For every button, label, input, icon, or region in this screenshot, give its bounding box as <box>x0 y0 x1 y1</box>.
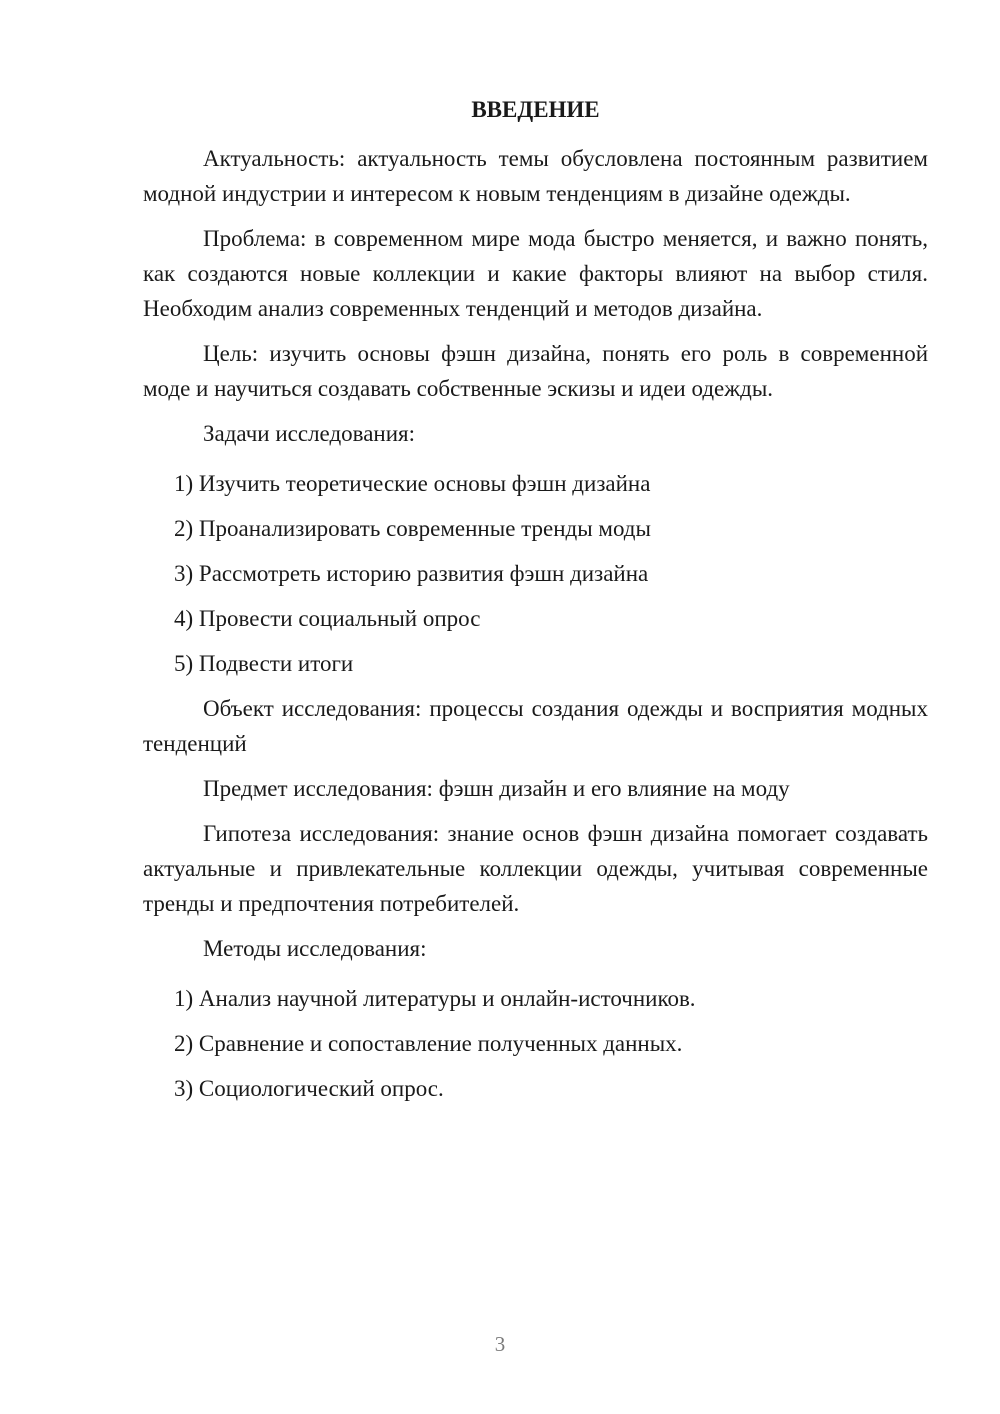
subject-paragraph: Предмет исследования: фэшн дизайн и его влияние на моду <box>203 776 790 801</box>
tasks-heading: Задачи исследования: <box>203 421 416 446</box>
list-item: 3) Социологический опрос. <box>174 1076 444 1101</box>
list-item: 4) Провести социальный опрос <box>174 606 481 631</box>
document-page <box>143 92 928 1116</box>
list-item: 2) Проанализировать современные тренды моды <box>174 516 651 541</box>
page-title: ВВЕДЕНИЕ <box>471 97 600 122</box>
relevance-paragraph: Актуальность: актуальность темы обусловлена постоянным развитием модной индустрии и интересом к новым тенденциям в дизайне одежды. <box>143 146 928 206</box>
list-item: 5) Подвести итоги <box>174 651 354 676</box>
goal-paragraph: Цель: изучить основы фэшн дизайна, понять его роль в современной моде и научиться создавать собственные эскизы и идеи одежды. <box>143 341 928 401</box>
list-item: 1) Анализ научной литературы и онлайн-источников. <box>174 986 696 1011</box>
list-item: 3) Рассмотреть историю развития фэшн дизайна <box>174 561 649 586</box>
methods-list <box>143 981 928 1106</box>
list-item: 1) Изучить теоретические основы фэшн дизайна <box>174 471 651 496</box>
problem-paragraph: Проблема: в современном мире мода быстро меняется, и важно понять, как создаются новые коллекции и какие факторы влияют на выбор стиля. Необходим анализ современных тенденций и методов дизайна. <box>143 226 928 321</box>
tasks-list <box>143 466 928 681</box>
methods-heading: Методы исследования: <box>203 936 427 961</box>
hypothesis-paragraph: Гипотеза исследования: знание основ фэшн дизайна помогает создавать актуальные и привлекательные коллекции одежды, учитывая современные тренды и предпочтения потребителей. <box>143 821 928 916</box>
list-item: 2) Сравнение и сопоставление полученных данных. <box>174 1031 683 1056</box>
page-number: 3 <box>494 1332 506 1356</box>
object-paragraph: Объект исследования: процессы создания одежды и восприятия модных тенденций <box>143 696 928 756</box>
